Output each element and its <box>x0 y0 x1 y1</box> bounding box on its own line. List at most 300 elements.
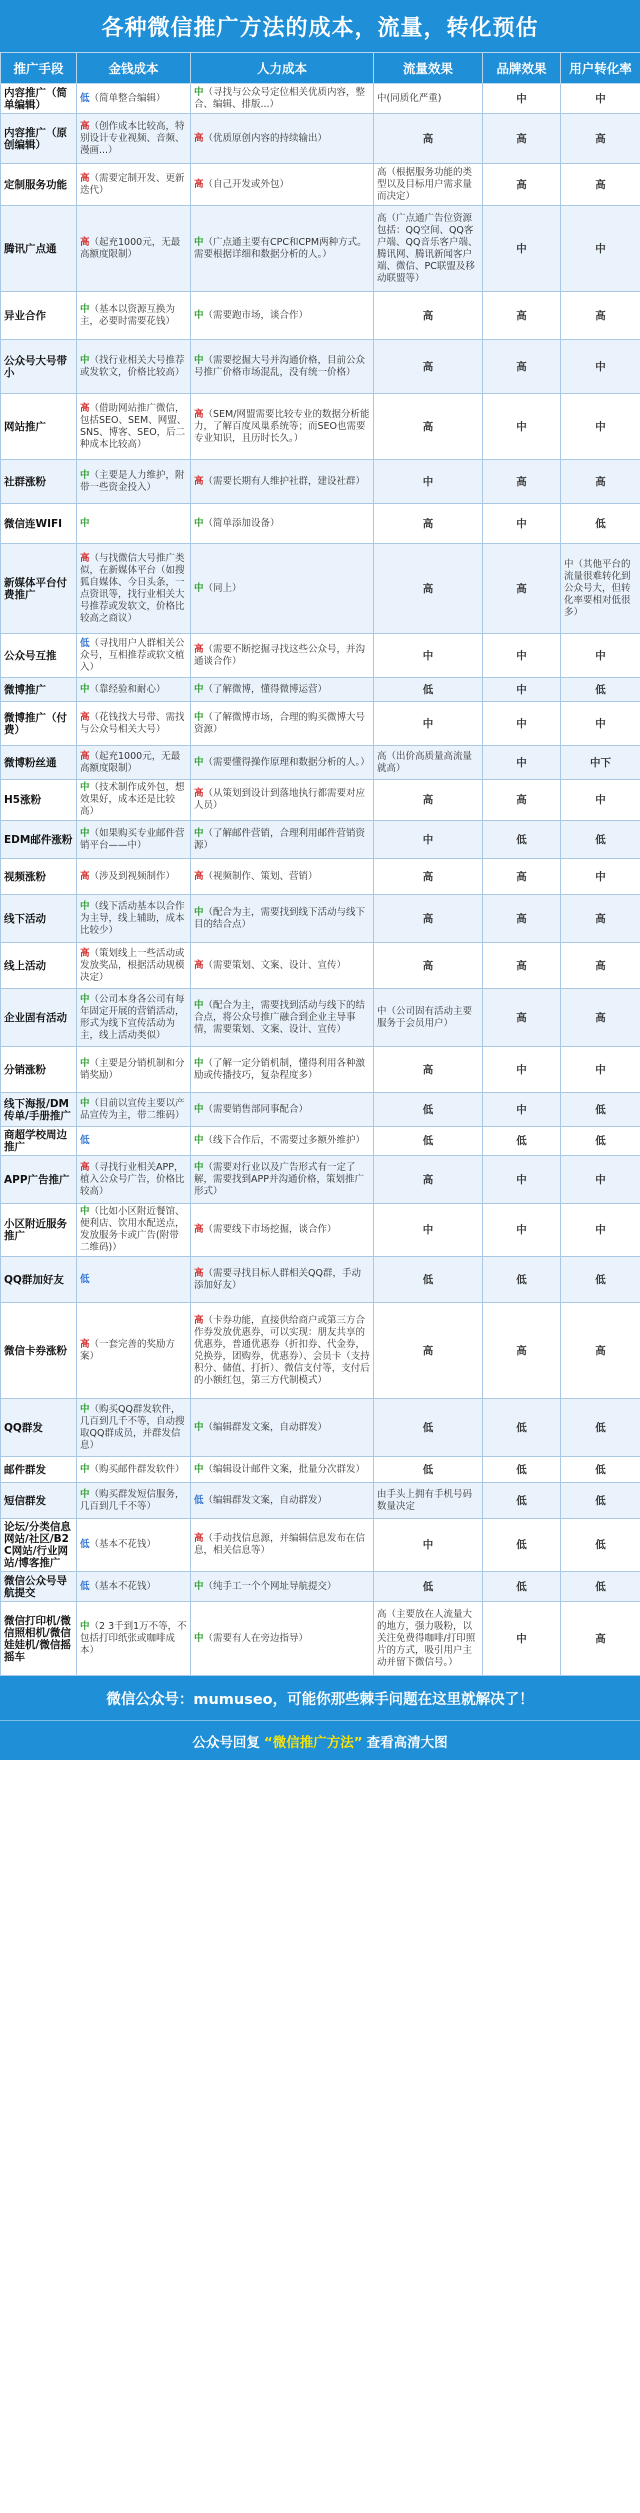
money-cost-cell <box>77 1483 191 1519</box>
method-name: 视频涨粉 <box>1 859 77 895</box>
cost-description: （需要懂得操作原理和数据分析的人。） <box>203 756 370 768</box>
brand-effect: 中 <box>483 1156 561 1204</box>
brand-effect: 高 <box>483 943 561 989</box>
traffic-effect: 中 <box>374 634 483 678</box>
table-row <box>1 206 640 292</box>
cost-description: （纯手工一个个网址导航提交） <box>203 1580 337 1592</box>
brand-effect: 中 <box>483 504 561 544</box>
method-name: QQ群加好友 <box>1 1257 77 1303</box>
level-badge: 高 <box>194 1533 204 1544</box>
brand-effect: 高 <box>483 989 561 1047</box>
level-badge: 中 <box>194 827 204 839</box>
money-cost-cell <box>77 292 191 340</box>
money-cost-cell <box>77 746 191 780</box>
traffic-effect: 中 <box>374 460 483 504</box>
labor-cost-cell <box>191 1127 374 1156</box>
cost-description: （起充1000元，无最高额度限制） <box>80 750 181 774</box>
money-cost-cell <box>77 859 191 895</box>
level-badge: 中 <box>80 517 90 529</box>
level-badge: 高 <box>80 236 90 248</box>
money-cost-cell <box>77 1257 191 1303</box>
col-header-brand: 品牌效果 <box>483 53 561 84</box>
brand-effect: 高 <box>483 460 561 504</box>
labor-cost-cell <box>191 943 374 989</box>
money-cost-cell <box>77 206 191 292</box>
method-name: H5涨粉 <box>1 780 77 821</box>
brand-effect: 低 <box>483 1399 561 1457</box>
labor-cost-cell <box>191 1602 374 1676</box>
level-badge: 高 <box>194 1314 204 1326</box>
labor-cost-cell <box>191 989 374 1047</box>
level-badge: 中 <box>194 1135 204 1146</box>
cost-description: （自己开发或外包） <box>203 178 290 190</box>
method-name: 微博推广 <box>1 678 77 702</box>
money-cost-cell <box>77 895 191 943</box>
method-name: 公众号互推 <box>1 634 77 678</box>
table-row <box>1 1204 640 1257</box>
traffic-effect: 高 <box>374 943 483 989</box>
money-cost-cell <box>77 702 191 746</box>
level-badge: 低 <box>80 1539 90 1550</box>
money-cost-cell <box>77 1572 191 1602</box>
col-header-method: 推广手段 <box>1 53 77 84</box>
labor-cost-cell <box>191 1093 374 1127</box>
labor-cost-cell <box>191 460 374 504</box>
traffic-effect: 高 <box>374 292 483 340</box>
labor-cost-cell <box>191 292 374 340</box>
cost-description: （需要定制开发、更新迭代） <box>80 172 185 196</box>
cost-description: （基本以资源互换为主，必要时需要花钱） <box>80 303 176 327</box>
brand-effect: 低 <box>483 1572 561 1602</box>
table-row <box>1 1303 640 1399</box>
method-name: APP广告推广 <box>1 1156 77 1204</box>
level-badge: 中 <box>80 1097 90 1109</box>
table-row <box>1 943 640 989</box>
traffic-effect: 高 <box>374 859 483 895</box>
page-title: 各种微信推广方法的成本，流量，转化预估 <box>0 0 640 52</box>
labor-cost-cell <box>191 1399 374 1457</box>
conversion-rate: 低 <box>561 1093 640 1127</box>
level-badge: 低 <box>80 1135 90 1146</box>
cost-description: （如果购买专业邮件营销平台——中） <box>80 827 185 851</box>
brand-effect: 低 <box>483 1457 561 1483</box>
traffic-effect: 高 <box>374 1156 483 1204</box>
cost-description: （涉及到视频制作） <box>89 870 176 882</box>
level-badge: 中 <box>80 827 90 839</box>
money-cost-cell <box>77 1519 191 1572</box>
traffic-effect: 中 <box>374 702 483 746</box>
traffic-effect: 中（公司固有活动主要服务于会员用户） <box>374 989 483 1047</box>
level-badge: 高 <box>80 552 90 564</box>
level-badge: 高 <box>194 132 204 144</box>
table-row <box>1 1519 640 1572</box>
labor-cost-cell <box>191 1204 374 1257</box>
level-badge: 高 <box>194 959 204 971</box>
traffic-effect: 低 <box>374 1127 483 1156</box>
labor-cost-cell <box>191 678 374 702</box>
money-cost-cell <box>77 1093 191 1127</box>
brand-effect: 高 <box>483 544 561 634</box>
level-badge: 高 <box>194 643 204 655</box>
cost-description: （简单添加设备） <box>203 517 280 529</box>
cost-description: （基本不花钱） <box>89 1580 157 1592</box>
table-row <box>1 114 640 164</box>
method-name: 内容推广（简单编辑） <box>1 84 77 114</box>
method-name: 网站推广 <box>1 394 77 460</box>
traffic-effect: 高 <box>374 1047 483 1093</box>
level-badge: 中 <box>194 1161 204 1173</box>
col-header-conversion: 用户转化率 <box>561 53 640 84</box>
cost-description: （简单整合编辑） <box>89 92 166 104</box>
cost-description: （寻找用户人群相关公众号，互相推荐或软文植入） <box>80 637 185 673</box>
level-badge: 高 <box>194 408 204 420</box>
brand-effect: 高 <box>483 164 561 206</box>
cost-description: （需要寻找目标人群相关QQ群，手动添加好友） <box>194 1267 361 1291</box>
table-row <box>1 1483 640 1519</box>
cost-description: （编辑群发文案，自动群发） <box>203 1421 328 1433</box>
level-badge: 高 <box>80 1161 90 1173</box>
conversion-rate: 高 <box>561 292 640 340</box>
method-name: 微博推广（付费） <box>1 702 77 746</box>
conversion-rate: 中 <box>561 1047 640 1093</box>
brand-effect: 中 <box>483 1204 561 1257</box>
level-badge: 高 <box>194 178 204 190</box>
conversion-rate: 高 <box>561 460 640 504</box>
money-cost-cell <box>77 340 191 394</box>
cost-description: （花钱找大号带、需找与公众号相关大号） <box>80 711 185 735</box>
labor-cost-cell <box>191 895 374 943</box>
cost-description: （2 3千到1万不等，不包括打印纸张或咖啡成本） <box>80 1620 187 1656</box>
cost-description: （购买QQ群发软件，几百到几千不等，自动搜取QQ群成员，并群发信息） <box>80 1403 185 1451</box>
level-badge: 中 <box>194 756 204 768</box>
brand-effect: 中 <box>483 678 561 702</box>
conversion-rate: 中 <box>561 84 640 114</box>
traffic-effect: 高（广点通广告位资源包括：QQ空间、QQ客户端、QQ音乐客户端、腾讯网、腾讯新闻客户端、微信、PC联盟及移动联盟等） <box>374 206 483 292</box>
traffic-effect: 中 <box>374 1519 483 1572</box>
conversion-rate: 中 <box>561 780 640 821</box>
table-row <box>1 394 640 460</box>
cost-description: （起充1000元，无最高额度限制） <box>80 236 181 260</box>
table-row <box>1 544 640 634</box>
labor-cost-cell <box>191 206 374 292</box>
labor-cost-cell <box>191 1047 374 1093</box>
level-badge: 中 <box>80 900 90 912</box>
conversion-rate: 高 <box>561 114 640 164</box>
conversion-rate: 低 <box>561 678 640 702</box>
table-row <box>1 1602 640 1676</box>
method-name: 新媒体平台付费推广 <box>1 544 77 634</box>
level-badge: 中 <box>194 1103 204 1115</box>
col-header-labor-cost: 人力成本 <box>191 53 374 84</box>
cost-description: （从策划到设计到落地执行都需要对应人员） <box>194 788 366 811</box>
table-header-row <box>1 53 640 84</box>
conversion-rate: 中 <box>561 206 640 292</box>
col-header-traffic: 流量效果 <box>374 53 483 84</box>
brand-effect: 高 <box>483 780 561 821</box>
brand-effect: 低 <box>483 1483 561 1519</box>
level-badge: 中 <box>80 469 90 481</box>
method-name: QQ群发 <box>1 1399 77 1457</box>
cost-description: （寻找与公众号定位相关优质内容，整合、编辑、排版...） <box>194 86 366 110</box>
level-badge: 中 <box>194 1632 204 1644</box>
table-row <box>1 1457 640 1483</box>
money-cost-cell <box>77 84 191 114</box>
brand-effect: 高 <box>483 859 561 895</box>
labor-cost-cell <box>191 1572 374 1602</box>
level-badge: 中 <box>80 1403 90 1415</box>
footer-highlight: “微信推广方法” <box>263 1734 363 1751</box>
conversion-rate: 高 <box>561 895 640 943</box>
level-badge: 高 <box>80 947 90 959</box>
cost-description: （需要挖掘大号并沟通价格，目前公众号推广价格市场混乱，没有统一价格） <box>194 354 366 378</box>
table-row <box>1 340 640 394</box>
cost-description: （购买邮件群发软件） <box>89 1463 185 1475</box>
table-row <box>1 989 640 1047</box>
conversion-rate: 高 <box>561 1303 640 1399</box>
traffic-effect: 高 <box>374 544 483 634</box>
level-badge: 中 <box>80 683 90 695</box>
cost-description: （优质原创内容的持续输出） <box>203 132 328 144</box>
level-badge: 低 <box>80 1273 90 1285</box>
cost-description: （基本不花钱） <box>89 1539 157 1550</box>
cost-description: （配合为主，需要找到线下活动与线下目的结合点） <box>194 906 366 930</box>
col-header-money-cost: 金钱成本 <box>77 53 191 84</box>
conversion-rate: 低 <box>561 1457 640 1483</box>
conversion-rate: 低 <box>561 1399 640 1457</box>
cost-description: （目前以宣传主要以产品宣传为主，带二维码） <box>80 1097 185 1121</box>
cost-description: （需要有人在旁边指导） <box>203 1632 309 1644</box>
labor-cost-cell <box>191 821 374 859</box>
money-cost-cell <box>77 1602 191 1676</box>
money-cost-cell <box>77 1127 191 1156</box>
cost-description: （编辑群发文案，自动群发） <box>203 1494 328 1506</box>
cost-description: （了解一定分销机制，懂得利用各种激励或传播技巧，复杂程度多） <box>194 1057 366 1081</box>
traffic-effect: 中(同质化严重) <box>374 84 483 114</box>
table-row <box>1 1572 640 1602</box>
money-cost-cell <box>77 1047 191 1093</box>
level-badge: 中 <box>80 354 90 366</box>
conversion-rate: 低 <box>561 1519 640 1572</box>
level-badge: 中 <box>80 1488 90 1500</box>
cost-description: （卡券功能，直接供给商户或第三方合作券发放优惠券，可以实现：朋友共享的优惠券，普通优惠券（折扣券、代金券，兑换券，团购券，优惠券）、会员卡（支持积分、储值、打折）、微信支付等，支付后的小额红包，第三方代制模式） <box>194 1314 370 1386</box>
method-name: 内容推广（原创编辑） <box>1 114 77 164</box>
brand-effect: 中 <box>483 1602 561 1676</box>
method-name: 微信连WIFI <box>1 504 77 544</box>
level-badge: 中 <box>194 1463 204 1475</box>
level-badge: 低 <box>80 1580 90 1592</box>
level-badge: 中 <box>194 309 204 321</box>
method-name: 微博粉丝通 <box>1 746 77 780</box>
cost-description: （靠经验和耐心） <box>89 683 166 695</box>
labor-cost-cell <box>191 702 374 746</box>
level-badge: 中 <box>194 236 204 248</box>
conversion-rate: 低 <box>561 821 640 859</box>
cost-description: （配合为主，需要找到活动与线下的结合点，将公众号推广融合到企业主导事情，需要策划、文案、设计、宣传） <box>194 999 366 1035</box>
level-badge: 低 <box>80 92 90 104</box>
conversion-rate: 高 <box>561 943 640 989</box>
table-row <box>1 1156 640 1204</box>
money-cost-cell <box>77 943 191 989</box>
brand-effect: 高 <box>483 292 561 340</box>
level-badge: 中 <box>194 517 204 529</box>
cost-description: （与找微信大号推广类似，在新媒体平台（如搜狐自媒体、今日头条，一点资讯等，找行业相关大号推荐或发软文，价格比较高之商议） <box>80 552 185 624</box>
level-badge: 中 <box>80 993 90 1005</box>
conversion-rate: 中（其他平台的流量很难转化到公众号大，但转化率要相对低很多） <box>561 544 640 634</box>
table-row <box>1 1047 640 1093</box>
cost-description: （线下活动基本以合作为主导，线上辅助，成本比较少） <box>80 900 185 936</box>
method-name: 企业固有活动 <box>1 989 77 1047</box>
footer-prefix: 公众号回复 <box>192 1734 260 1751</box>
traffic-effect: 高 <box>374 394 483 460</box>
cost-description: （借助网站推广微信，包括SEO、SEM、网盟、SNS、博客、SEO，后二种成本比较高） <box>80 402 187 450</box>
table-row <box>1 634 640 678</box>
level-badge: 中 <box>80 782 90 793</box>
cost-description: （需要对行业以及广告形式有一定了解，需要找到APP并沟通价格，策划推广形式） <box>194 1161 364 1197</box>
table-row <box>1 1093 640 1127</box>
cost-description: （了解微博市场，合理的购买微博大号资源） <box>194 711 366 735</box>
traffic-effect: 低 <box>374 1093 483 1127</box>
traffic-effect: 高 <box>374 114 483 164</box>
method-name: 微信公众号导航提交 <box>1 1572 77 1602</box>
level-badge: 高 <box>194 1224 204 1235</box>
money-cost-cell <box>77 394 191 460</box>
money-cost-cell <box>77 1204 191 1257</box>
level-badge: 中 <box>194 711 204 723</box>
money-cost-cell <box>77 780 191 821</box>
money-cost-cell <box>77 634 191 678</box>
cost-description: （了解邮件营销，合理利用邮件营销资源） <box>194 827 366 851</box>
level-badge: 中 <box>194 906 204 918</box>
money-cost-cell <box>77 1303 191 1399</box>
brand-effect: 低 <box>483 1257 561 1303</box>
conversion-rate: 高 <box>561 164 640 206</box>
level-badge: 中 <box>194 582 204 594</box>
cost-description: （创作成本比较高，特别设计专业视频、音频、漫画...） <box>80 120 185 156</box>
brand-effect: 中 <box>483 702 561 746</box>
level-badge: 高 <box>194 1267 204 1279</box>
cost-description: （手动找信息源，并编辑信息发布在信息，相关信息等） <box>194 1533 366 1556</box>
method-name: 邮件群发 <box>1 1457 77 1483</box>
level-badge: 高 <box>80 402 90 414</box>
method-name: 腾讯广点通 <box>1 206 77 292</box>
cost-description: （线下合作后，不需要过多额外维护） <box>203 1135 366 1146</box>
money-cost-cell <box>77 989 191 1047</box>
money-cost-cell <box>77 1156 191 1204</box>
conversion-rate: 中下 <box>561 746 640 780</box>
conversion-rate: 中 <box>561 702 640 746</box>
method-name: 商超学校周边推广 <box>1 1127 77 1156</box>
level-badge: 高 <box>80 750 90 762</box>
table-row <box>1 859 640 895</box>
cost-description: （主要是分销机制和分销奖励） <box>80 1057 185 1081</box>
conversion-rate: 中 <box>561 1204 640 1257</box>
money-cost-cell <box>77 504 191 544</box>
level-badge: 中 <box>80 1057 90 1069</box>
level-badge: 中 <box>194 1057 204 1069</box>
traffic-effect: 低 <box>374 1257 483 1303</box>
traffic-effect: 高（出价高质量高流量就高） <box>374 746 483 780</box>
method-name: 线下活动 <box>1 895 77 943</box>
level-badge: 中 <box>80 1463 90 1475</box>
method-name: EDM邮件涨粉 <box>1 821 77 859</box>
table-row <box>1 84 640 114</box>
labor-cost-cell <box>191 780 374 821</box>
level-badge: 高 <box>80 1338 90 1350</box>
traffic-effect: 低 <box>374 1457 483 1483</box>
conversion-rate: 低 <box>561 1127 640 1156</box>
conversion-rate: 低 <box>561 504 640 544</box>
level-badge: 高 <box>80 870 90 882</box>
level-badge: 高 <box>194 475 204 487</box>
labor-cost-cell <box>191 1483 374 1519</box>
level-badge: 中 <box>80 303 90 315</box>
brand-effect: 高 <box>483 114 561 164</box>
labor-cost-cell <box>191 1257 374 1303</box>
traffic-effect: 高 <box>374 1303 483 1399</box>
labor-cost-cell <box>191 746 374 780</box>
level-badge: 中 <box>80 1206 90 1217</box>
conversion-rate: 低 <box>561 1483 640 1519</box>
money-cost-cell <box>77 821 191 859</box>
cost-description: （需要策划、文案、设计、宣传） <box>203 959 347 971</box>
cost-description: （需要不断挖掘寻找这些公众号，并沟通谈合作） <box>194 643 366 667</box>
cost-description: （SEM/网盟需要比较专业的数据分析能力，了解百度凤巢系统等；而SEO也需要专业知识，且历时长久。） <box>194 408 370 444</box>
table-row <box>1 746 640 780</box>
traffic-effect: 高 <box>374 340 483 394</box>
brand-effect: 高 <box>483 895 561 943</box>
method-name: 社群涨粉 <box>1 460 77 504</box>
labor-cost-cell <box>191 634 374 678</box>
labor-cost-cell <box>191 859 374 895</box>
method-name: 论坛/分类信息网站/社区/B2C网站/行业网站/博客推广 <box>1 1519 77 1572</box>
level-badge: 中 <box>194 999 204 1011</box>
method-name: 分销涨粉 <box>1 1047 77 1093</box>
cost-description: （需要长期有人维护社群，建设社群） <box>203 475 366 487</box>
labor-cost-cell <box>191 114 374 164</box>
brand-effect: 中 <box>483 206 561 292</box>
method-name: 线下海报/DM传单/手册推广 <box>1 1093 77 1127</box>
level-badge: 中 <box>194 1421 204 1433</box>
level-badge: 中 <box>194 683 204 695</box>
level-badge: 低 <box>80 637 90 649</box>
labor-cost-cell <box>191 504 374 544</box>
method-name: 短信群发 <box>1 1483 77 1519</box>
table-row <box>1 460 640 504</box>
level-badge: 中 <box>194 86 204 98</box>
traffic-effect: 中 <box>374 1204 483 1257</box>
traffic-effect: 高（主要放在人流量大的地方，强力吸粉，以关注免费得咖啡/打印照片的方式，吸引用户主动并留下微信号。） <box>374 1602 483 1676</box>
brand-effect: 高 <box>483 1303 561 1399</box>
cost-description: （需要跑市场，谈合作） <box>203 309 309 321</box>
cost-description: （同上） <box>203 582 242 594</box>
level-badge: 中 <box>194 1580 204 1592</box>
comparison-table <box>0 52 640 1676</box>
table-row <box>1 292 640 340</box>
level-badge: 中 <box>194 354 204 366</box>
brand-effect: 低 <box>483 1127 561 1156</box>
conversion-rate: 高 <box>561 989 640 1047</box>
traffic-effect: 由手头上拥有手机号码数量决定 <box>374 1483 483 1519</box>
level-badge: 高 <box>80 711 90 723</box>
method-name: 公众号大号带小 <box>1 340 77 394</box>
cost-description: （找行业相关大号推荐或发软文，价格比较高） <box>80 354 185 378</box>
cost-description: （主要是人力维护，附带一些资金投入） <box>80 469 185 493</box>
cost-description: （广点通主要有CPC和CPM两种方式。需要根据详细和数据分析的人。） <box>194 236 367 260</box>
table-row <box>1 821 640 859</box>
money-cost-cell <box>77 164 191 206</box>
traffic-effect: 高 <box>374 780 483 821</box>
labor-cost-cell <box>191 1303 374 1399</box>
